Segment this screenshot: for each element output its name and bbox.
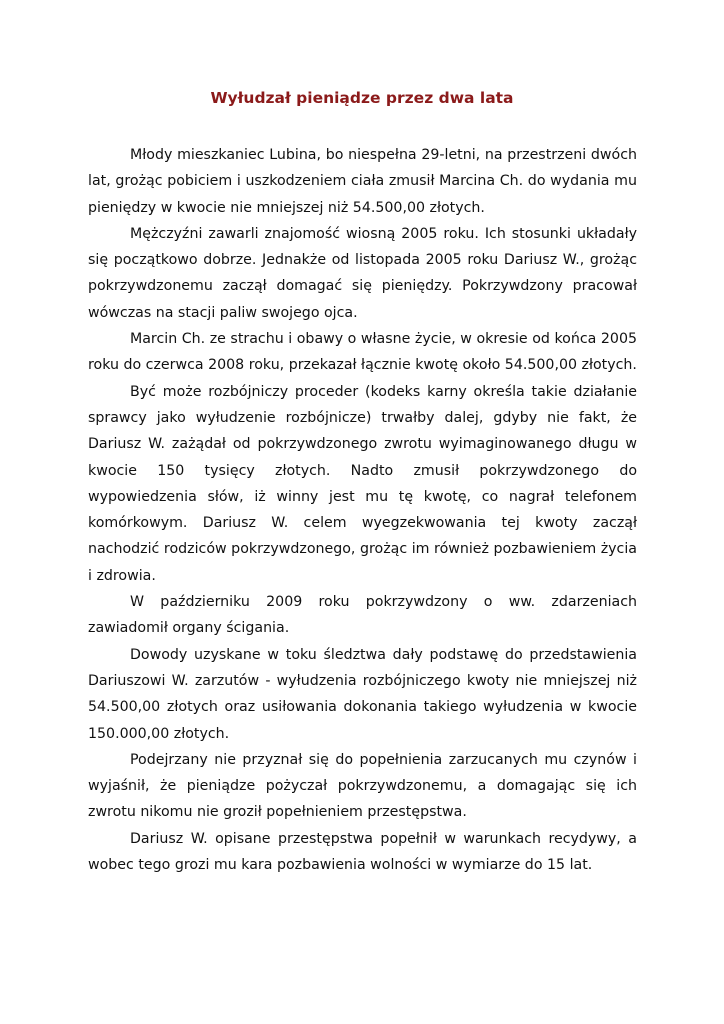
paragraph-1: Młody mieszkaniec Lubina, bo niespełna 29-letni, na przestrzeni dwóch lat, grożąc pobiciem i uszkodzeniem ciała zmusił Marcina Ch. do wydania mu pieniędzy w kwocie nie mniejszej niż 54.500,00 złotych. [88,147,637,216]
paragraph-6: Dowody uzyskane w toku śledztwa dały podstawę do przedstawienia Dariuszowi W. zarzutów - wyłudzenia rozbójniczego kwoty nie mniejszej niż 54.500,00 złotych oraz usiłowania dokonania takiego wyłudzenia w kwocie 150.000,00 złotych. [88,646,637,742]
paragraph-4: Być może rozbójniczy proceder (kodeks karny określa takie działanie sprawcy jako wyłudzenie rozbójnicze) trwałby dalej, gdyby nie fakt, że Dariusz W. zażądał od pokrzywdzonego zwrotu wyimaginowanego długu w kwocie 150 tysięcy złotych. Nadto zmusił pokrzywdzonego do wypowiedzenia słów, iż winny jest mu tę kwotę, co nagrał telefonem komórkowym. Dariusz W. celem wyegzekwowania tej kwoty zaczął nachodzić rodziców pokrzywdzonego, grożąc im również pozbawieniem życia i zdrowia. [88,383,637,584]
paragraph-2: Mężczyźni zawarli znajomość wiosną 2005 roku. Ich stosunki układały się początkowo dobrze. Jednakże od listopada 2005 roku Dariusz W., grożąc pokrzywdzonemu zaczął domagać się pieniędzy. Pokrzywdzony pracował wówczas na stacji paliw swojego ojca. [88,225,637,321]
paragraph-7: Podejrzany nie przyznał się do popełnienia zarzucanych mu czynów i wyjaśnił, że pieniądze pożyczał pokrzywdzonemu, a domagając się ich zwrotu nikomu nie groził popełnieniem przestępstwa. [88,751,637,821]
paragraph-3: Marcin Ch. ze strachu i obawy o własne życie, w okresie od końca 2005 roku do czerwca 2008 roku, przekazał łącznie kwotę około 54.500,00 złotych. [88,331,637,374]
paragraph-8: Dariusz W. opisane przestępstwa popełnił w warunkach recydywy, a wobec tego grozi mu kara pozbawienia wolności w wymiarze do 15 lat. [88,830,637,874]
article-body [88,142,637,878]
paragraph-5: W październiku 2009 roku pokrzywdzony o ww. zdarzeniach zawiadomił organy ścigania. [88,594,637,637]
article-title: Wyłudzał pieniądze przez dwa lata [210,89,514,107]
